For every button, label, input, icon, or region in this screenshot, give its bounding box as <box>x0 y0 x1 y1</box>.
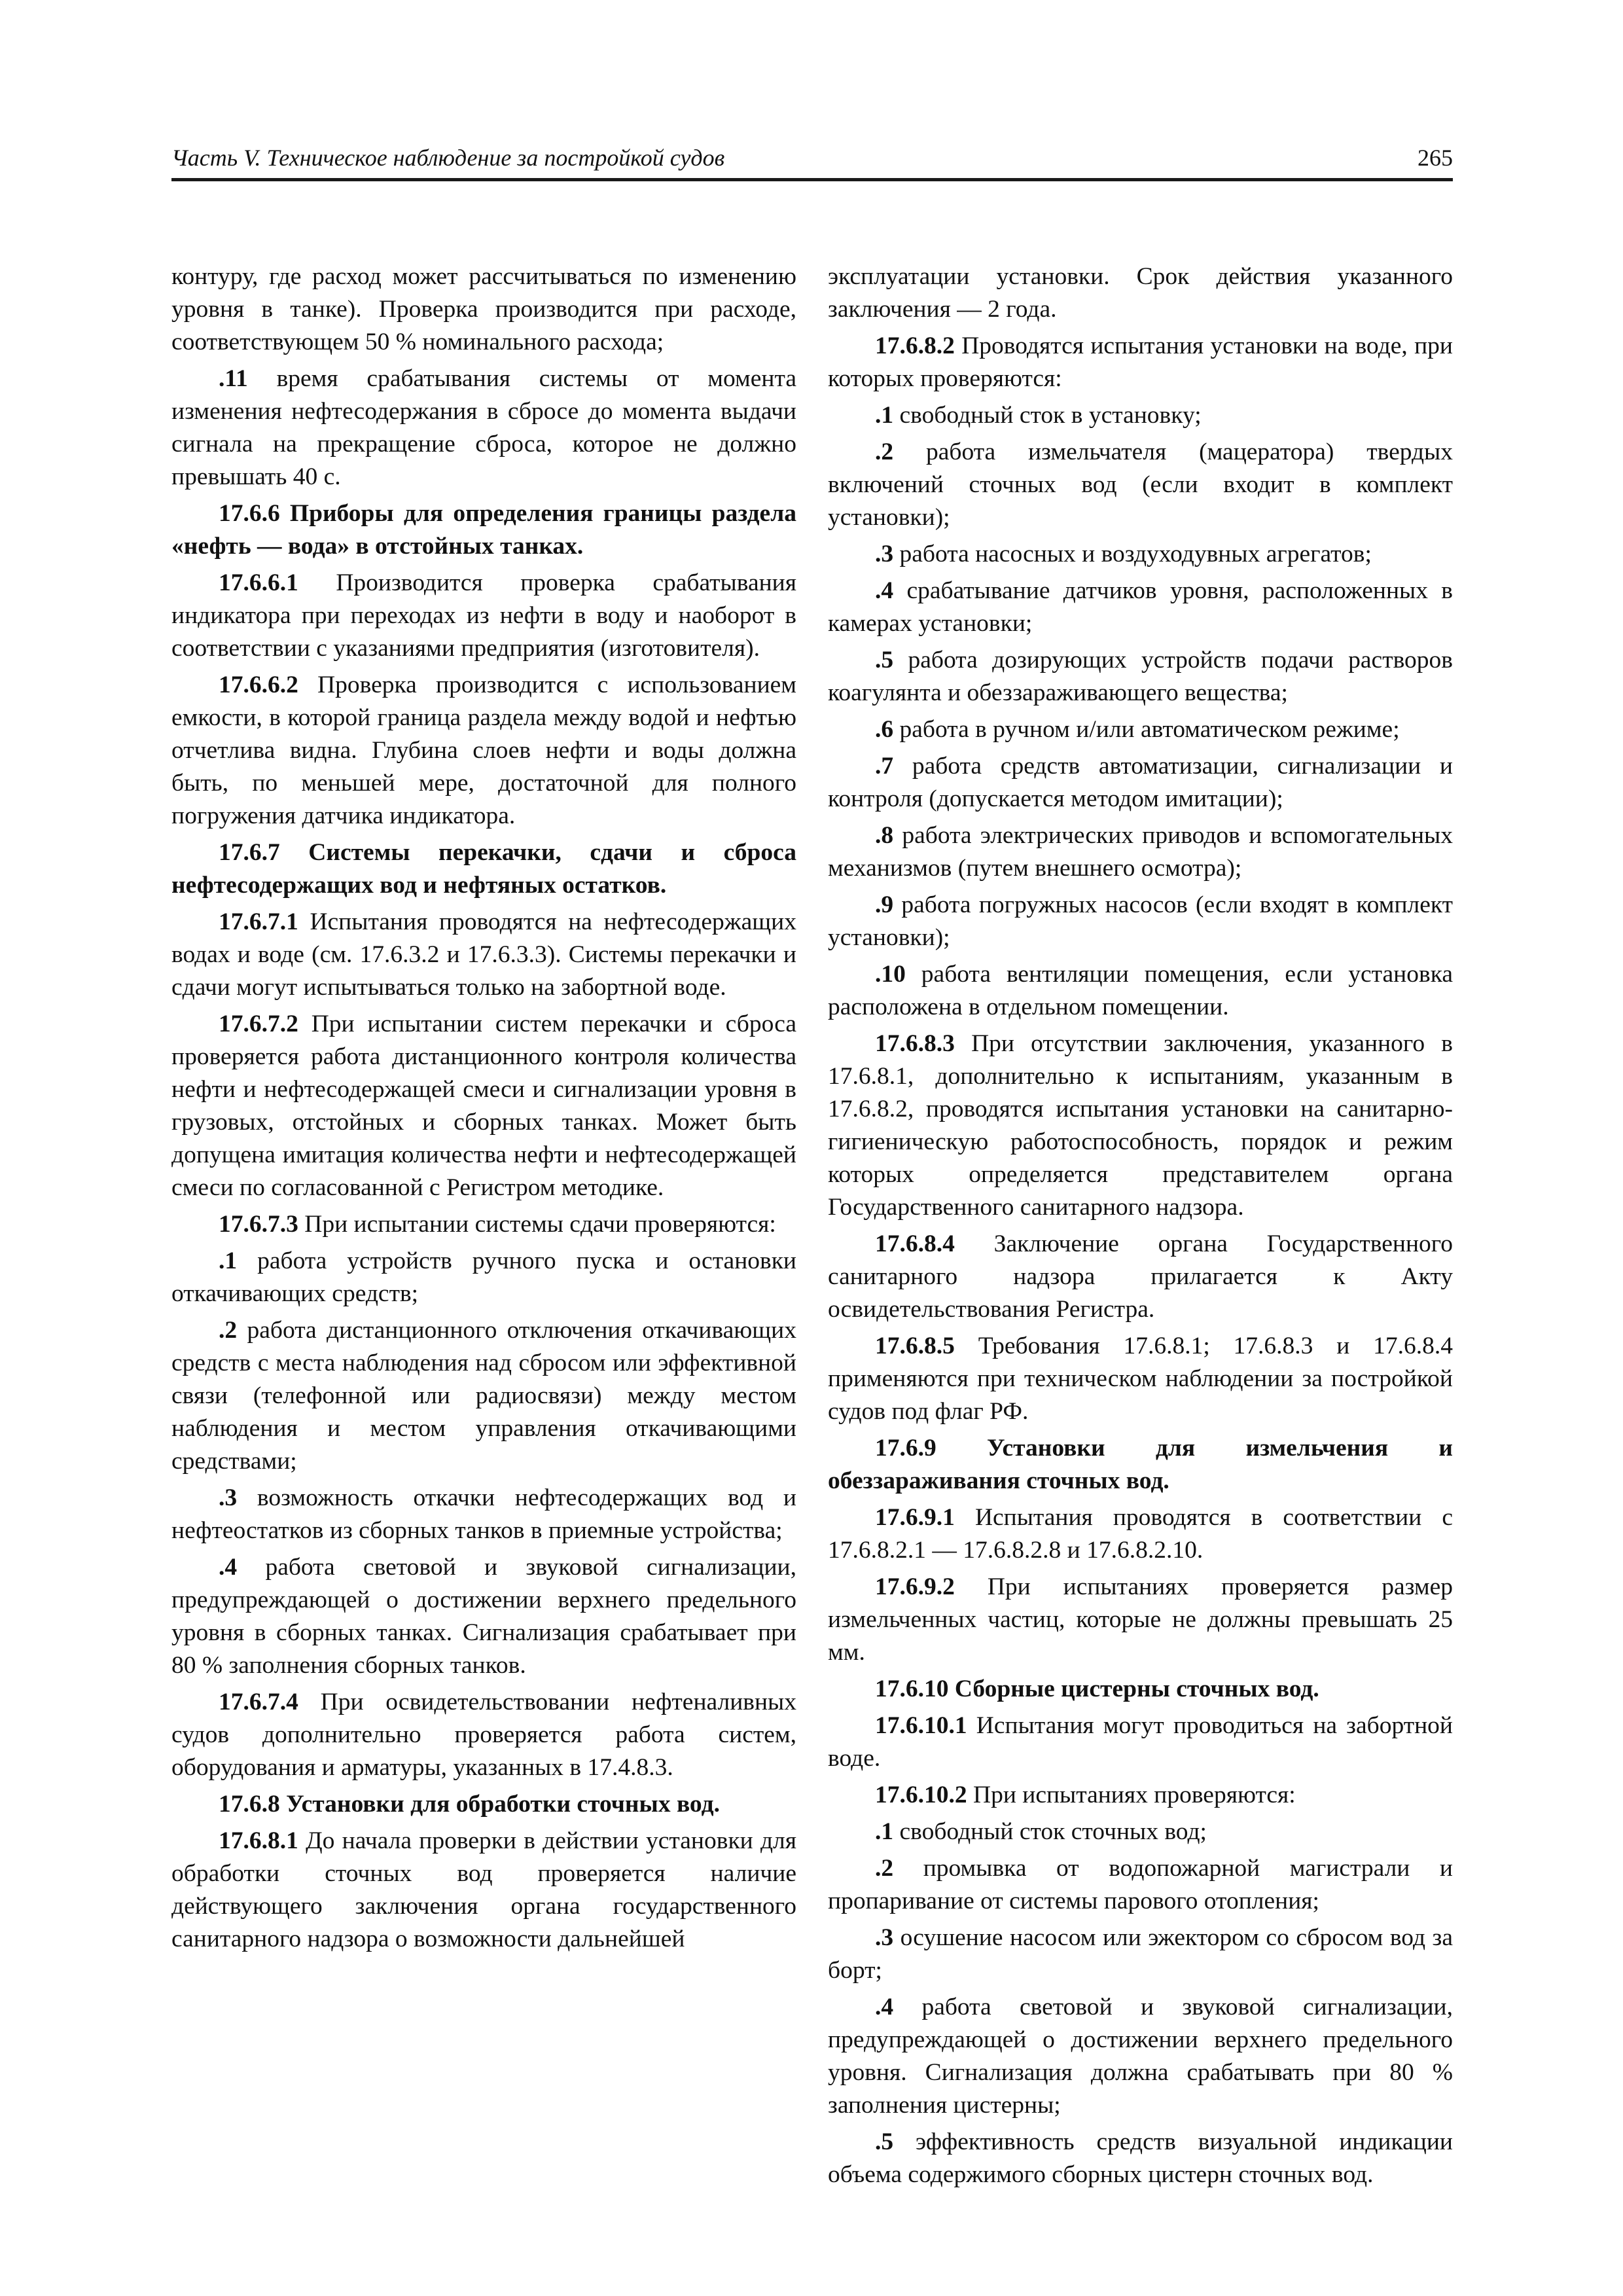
paragraph-number: 17.6.10.2 <box>875 1782 967 1808</box>
paragraph-text: До начала проверки в действии установки для обработки сточных вод проверяется наличие действующего заключения органа государственного санитарного надзора о возможности дальнейшей <box>171 1827 796 1952</box>
paragraph-number: 17.6.7.3 <box>219 1211 298 1238</box>
paragraph <box>828 1028 1453 1224</box>
paragraph-text: При испытаниях проверяются: <box>973 1782 1296 1808</box>
paragraph <box>828 330 1453 395</box>
running-header <box>171 144 1453 181</box>
paragraph-text: работа средств автоматизации, сигнализации и контроля (допускается методом имитации); <box>828 753 1454 812</box>
paragraph <box>828 1710 1453 1775</box>
paragraph <box>828 1330 1453 1428</box>
item-number: .4 <box>875 1994 894 2020</box>
paragraph-text: При испытании систем перекачки и сброса проверяется работа дистанционного контроля количества нефти и нефтесодержащей смеси и сигнализации уровня в грузовых, отстойных и сборных танках. Может быть допущена имитация количества нефти и нефтесодержащей смеси по согласованной с Регистром методике. <box>171 1011 796 1201</box>
paragraph <box>171 1686 796 1784</box>
paragraph-number: 17.6.8.3 <box>875 1030 955 1057</box>
item-number: .1 <box>219 1247 238 1274</box>
left-column <box>171 260 796 1960</box>
item-number: .1 <box>875 402 894 429</box>
list-item <box>828 1922 1453 1987</box>
paragraph-number: 17.6.7.4 <box>219 1689 298 1715</box>
paragraph-text: Проверка производится с использованием емкости, в которой граница раздела между водой и нефтью отчетлива видна. Глубина слоев нефти и воды должна быть, по меньшей мере, достаточной для полного погружения датчика индикатора. <box>171 672 797 829</box>
section-heading <box>828 1432 1453 1498</box>
list-item <box>828 575 1453 640</box>
list-item <box>828 436 1453 534</box>
paragraph-number: 17.6.6.2 <box>219 672 298 698</box>
list-item <box>171 1551 796 1682</box>
paragraph-text: промывка от водопожарной магистрали и пропаривание от системы парового отопления; <box>828 1855 1453 1914</box>
heading-text: 17.6.6 Приборы для определения границы раздела «нефть — вода» в отстойных танках. <box>171 500 796 560</box>
paragraph-number: 17.6.8.2 <box>875 332 955 359</box>
paragraph-text: При отсутствии заключения, указанного в 17.6.8.1, дополнительно к испытаниям, указанным в 17.6.8.2, проводятся испытания установки на санитарно-гигиеническую работоспособность, порядок и режим которых определяется представителем органа Государственного санитарного надзора. <box>828 1030 1454 1221</box>
heading-text: 17.6.9 Установки для измельчения и обеззараживания сточных вод. <box>828 1435 1453 1494</box>
item-number: .9 <box>875 891 894 918</box>
section-heading <box>171 836 796 902</box>
paragraph-text: работа измельчателя (мацератора) твердых включений сточных вод (если входит в комплект установки); <box>828 439 1453 531</box>
paragraph-text: работа электрических приводов и вспомогательных механизмов (путем внешнего осмотра); <box>828 822 1454 882</box>
paragraph <box>171 669 796 833</box>
paragraph-text: время срабатывания системы от момента изменения нефтесодержания в сбросе до момента выдачи сигнала на прекращение сброса, которое не должно превышать 40 с. <box>171 365 796 490</box>
paragraph <box>828 260 1453 326</box>
paragraph-number: 17.6.9.2 <box>875 1573 955 1600</box>
paragraph-number: 17.6.7.1 <box>219 908 298 935</box>
paragraph-number: 17.6.9.1 <box>875 1504 955 1531</box>
item-number: .2 <box>875 1855 894 1882</box>
paragraph <box>828 1779 1453 1812</box>
paragraph-number: 17.6.8.5 <box>875 1333 955 1359</box>
paragraph-text: эксплуатации установки. Срок действия указанного заключения — 2 года. <box>828 263 1453 323</box>
paragraph-number: 17.6.7.2 <box>219 1011 298 1037</box>
paragraph <box>828 1571 1453 1669</box>
paragraph <box>171 1208 796 1241</box>
page-number: 265 <box>1418 145 1453 171</box>
list-item <box>828 538 1453 571</box>
paragraph <box>828 1501 1453 1567</box>
paragraph-number: 17.6.8.1 <box>219 1827 298 1854</box>
paragraph-text: Испытания проводятся на нефтесодержащих водах и воде (см. 17.6.3.2 и 17.6.3.3). Системы перекачки и сдачи могут испытываться только на забортной воде. <box>171 908 796 1001</box>
heading-text: 17.6.10 Сборные цистерны сточных вод. <box>875 1676 1319 1702</box>
paragraph-text: работа насосных и воздуходувных агрегатов; <box>899 541 1372 567</box>
paragraph-text: Производится проверка срабатывания индикатора при переходах из нефти в воду и наоборот в соответствии с указаниями предприятия (изготовителя). <box>171 569 796 662</box>
list-item <box>828 1816 1453 1848</box>
section-heading <box>828 1673 1453 1706</box>
list-item <box>828 1991 1453 2122</box>
item-number: .3 <box>875 1924 894 1951</box>
list-item <box>828 1852 1453 1918</box>
list-item <box>828 713 1453 746</box>
paragraph-text: работа погружных насосов (если входят в комплект установки); <box>828 891 1453 951</box>
paragraph-number: 17.6.10.1 <box>875 1712 967 1739</box>
paragraph-text: контуру, где расход может рассчитываться по изменению уровня в танке). Проверка производится при расходе, соответствующем 50 % номинального расхода; <box>171 263 796 355</box>
item-number: .8 <box>875 822 894 849</box>
list-item <box>828 644 1453 709</box>
item-number: .7 <box>875 753 894 780</box>
paragraph-text: Проводятся испытания установки на воде, при которых проверяются: <box>828 332 1454 392</box>
paragraph <box>171 567 796 665</box>
list-item <box>828 2126 1453 2191</box>
paragraph-text: При испытаниях проверяется размер измельченных частиц, которые не должны превышать 25 мм. <box>828 1573 1453 1666</box>
item-number: .2 <box>219 1317 238 1344</box>
paragraph <box>171 1825 796 1956</box>
paragraph-text: Заключение органа Государственного санитарного надзора прилагается к Акту освидетельствования Регистра. <box>828 1230 1453 1323</box>
paragraph-text: осушение насосом или эжектором со сбросом вод за борт; <box>828 1924 1453 1984</box>
item-number: .3 <box>875 541 894 567</box>
paragraph-text: работа в ручном и/или автоматическом режиме; <box>899 716 1400 743</box>
paragraph-text: работа вентиляции помещения, если установка расположена в отдельном помещении. <box>828 961 1453 1020</box>
paragraph <box>171 1008 796 1204</box>
paragraph <box>171 363 796 493</box>
list-item <box>828 958 1453 1024</box>
list-item <box>828 889 1453 954</box>
paragraph-number: 17.6.6.1 <box>219 569 298 596</box>
paragraph <box>171 906 796 1004</box>
item-number: .5 <box>875 647 894 673</box>
paragraph-text: возможность откачки нефтесодержащих вод и нефтеостатков из сборных танков в приемные устройства; <box>171 1484 796 1544</box>
paragraph-text: срабатывание датчиков уровня, расположенных в камерах установки; <box>828 577 1453 637</box>
section-heading <box>171 497 796 563</box>
paragraph <box>171 260 796 359</box>
item-number: .3 <box>219 1484 238 1511</box>
right-column <box>828 260 1453 2195</box>
item-number: .1 <box>875 1818 894 1845</box>
item-number: .10 <box>875 961 906 988</box>
list-item <box>828 819 1453 885</box>
paragraph-text: свободный сток сточных вод; <box>899 1818 1207 1845</box>
paragraph-text: эффективность средств визуальной индикации объема содержимого сборных цистерн сточных вод. <box>828 2128 1453 2188</box>
list-item <box>828 399 1453 432</box>
paragraph-text: работа дистанционного отключения откачивающих средств с места наблюдения над сбросом или эффективной связи (телефонной или радиосвязи) между местом наблюдения и местом управления откачивающими средствами; <box>171 1317 797 1475</box>
paragraph-text: работа световой и звуковой сигнализации, предупреждающей о достижении верхнего предельного уровня. Сигнализация должна срабатывать при 80 % заполнения цистерны; <box>828 1994 1453 2119</box>
item-number: .2 <box>875 439 894 465</box>
list-item <box>171 1314 796 1478</box>
header-title: Часть V. Техническое наблюдение за постройкой судов <box>171 145 725 171</box>
paragraph-text: свободный сток в установку; <box>899 402 1202 429</box>
heading-text: 17.6.7 Системы перекачки, сдачи и сброса нефтесодержащих вод и нефтяных остатков. <box>171 839 796 899</box>
item-number: .6 <box>875 716 894 743</box>
paragraph-text: При освидетельствовании нефтеналивных судов дополнительно проверяется работа систем, оборудования и арматуры, указанных в 17.4.8.3. <box>171 1689 796 1781</box>
paragraph-text: работа световой и звуковой сигнализации, предупреждающей о достижении верхнего предельного уровня в сборных танках. Сигнализация срабатывает при 80 % заполнения сборных танков. <box>171 1554 796 1679</box>
heading-text: 17.6.8 Установки для обработки сточных вод. <box>219 1791 720 1818</box>
item-number: .4 <box>875 577 894 604</box>
list-item <box>171 1482 796 1547</box>
paragraph-text: При испытании системы сдачи проверяются: <box>304 1211 776 1238</box>
paragraph-text: работа устройств ручного пуска и остановки откачивающих средств; <box>171 1247 797 1307</box>
list-item <box>171 1245 796 1310</box>
paragraph-text: работа дозирующих устройств подачи растворов коагулянта и обеззараживающего вещества; <box>828 647 1453 706</box>
section-heading <box>171 1788 796 1821</box>
item-number: .5 <box>875 2128 894 2155</box>
paragraph-text: Испытания могут проводиться на забортной воде. <box>828 1712 1453 1772</box>
paragraph-text: Испытания проводятся в соответствии с 17.6.8.2.1 — 17.6.8.2.8 и 17.6.8.2.10. <box>828 1504 1454 1564</box>
paragraph-number: .11 <box>219 365 248 392</box>
paragraph-text: Требования 17.6.8.1; 17.6.8.3 и 17.6.8.4 применяются при техническом наблюдении за постройкой судов под флаг РФ. <box>828 1333 1453 1425</box>
list-item <box>828 750 1453 816</box>
item-number: .4 <box>219 1554 238 1581</box>
paragraph <box>828 1228 1453 1326</box>
paragraph-number: 17.6.8.4 <box>875 1230 955 1257</box>
